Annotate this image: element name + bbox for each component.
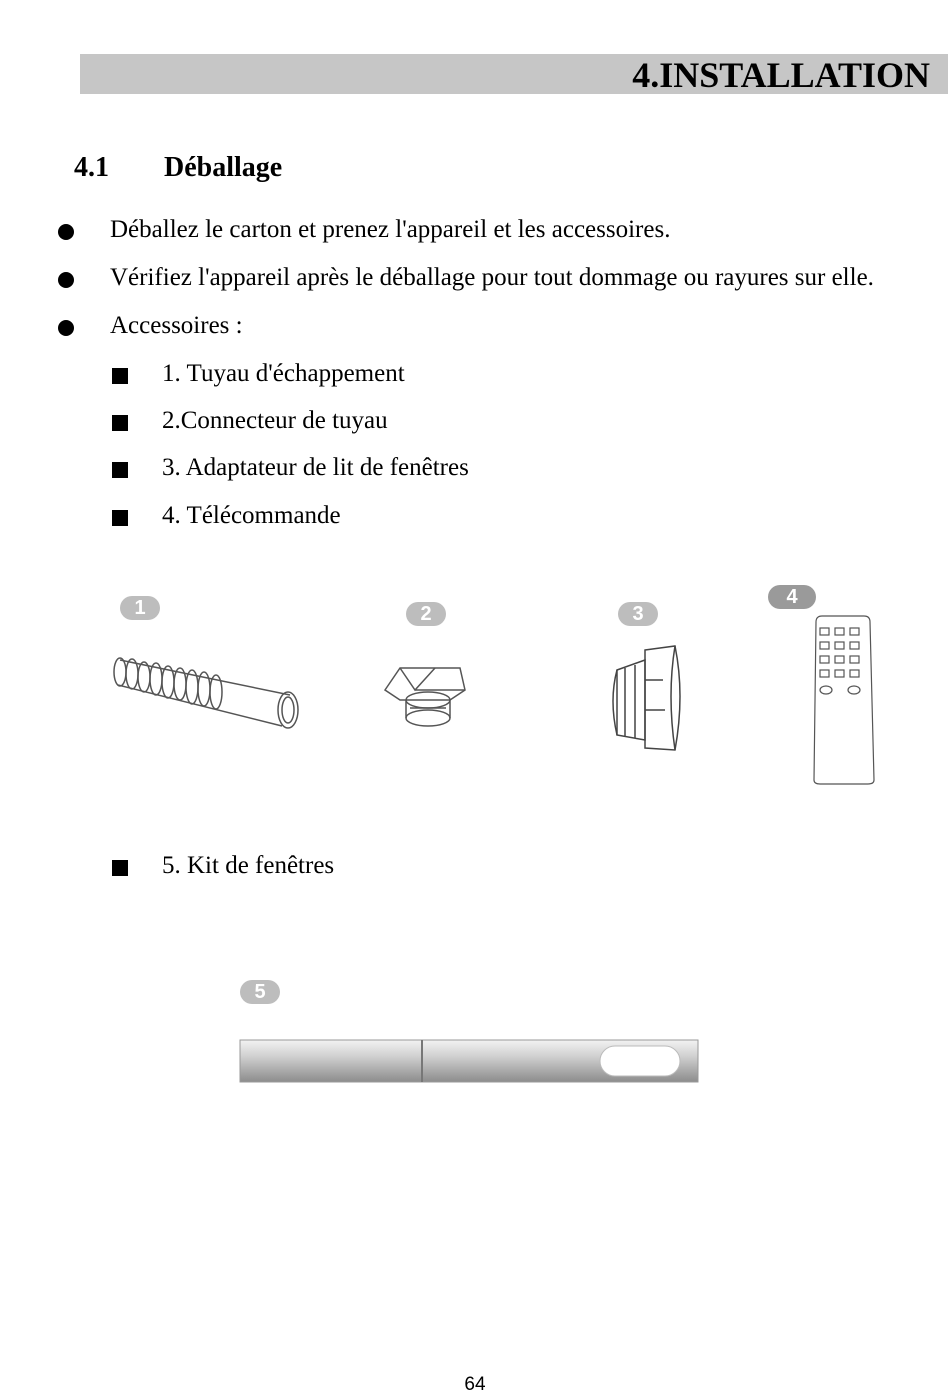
bullet-text: Vérifiez l'appareil après le déballage pour tout dommage ou rayures sur elle. <box>110 264 874 291</box>
bullet-dot-icon <box>58 272 74 288</box>
bullet-text: Déballez le carton et prenez l'appareil et les accessoires. <box>110 216 671 243</box>
window-kit-icon <box>238 1036 702 1086</box>
bullet-dot-icon <box>58 224 74 240</box>
exhaust-hose-icon <box>110 640 310 740</box>
chapter-header-bar <box>80 54 948 94</box>
section-title: Déballage <box>164 152 283 183</box>
square-bullet-icon <box>112 510 128 526</box>
accessory-text: 3. Adaptateur de lit de fenêtres <box>162 454 469 481</box>
square-bullet-icon <box>112 415 128 431</box>
figure-badge: 4 <box>768 585 816 609</box>
bullet-text: Accessoires : <box>110 312 243 339</box>
page-number: 64 <box>464 1374 486 1395</box>
square-bullet-icon <box>112 462 128 478</box>
figure-badge: 3 <box>618 602 658 626</box>
remote-control-icon <box>808 612 878 787</box>
hose-connector-icon <box>380 660 470 730</box>
square-bullet-icon <box>112 368 128 384</box>
figure-badge: 2 <box>406 602 446 626</box>
chapter-title: 4.INSTALLATION <box>632 55 930 95</box>
window-adapter-icon <box>605 640 695 755</box>
section-number: 4.1 <box>74 152 109 183</box>
figure-badge: 5 <box>240 980 280 1004</box>
accessory-text: 5. Kit de fenêtres <box>162 852 335 879</box>
accessory-text: 4. Télécommande <box>162 502 341 529</box>
accessory-text: 2.Connecteur de tuyau <box>162 407 388 434</box>
accessory-text: 1. Tuyau d'échappement <box>162 360 405 387</box>
bullet-dot-icon <box>58 320 74 336</box>
square-bullet-icon <box>112 860 128 876</box>
figure-badge: 1 <box>120 596 160 620</box>
